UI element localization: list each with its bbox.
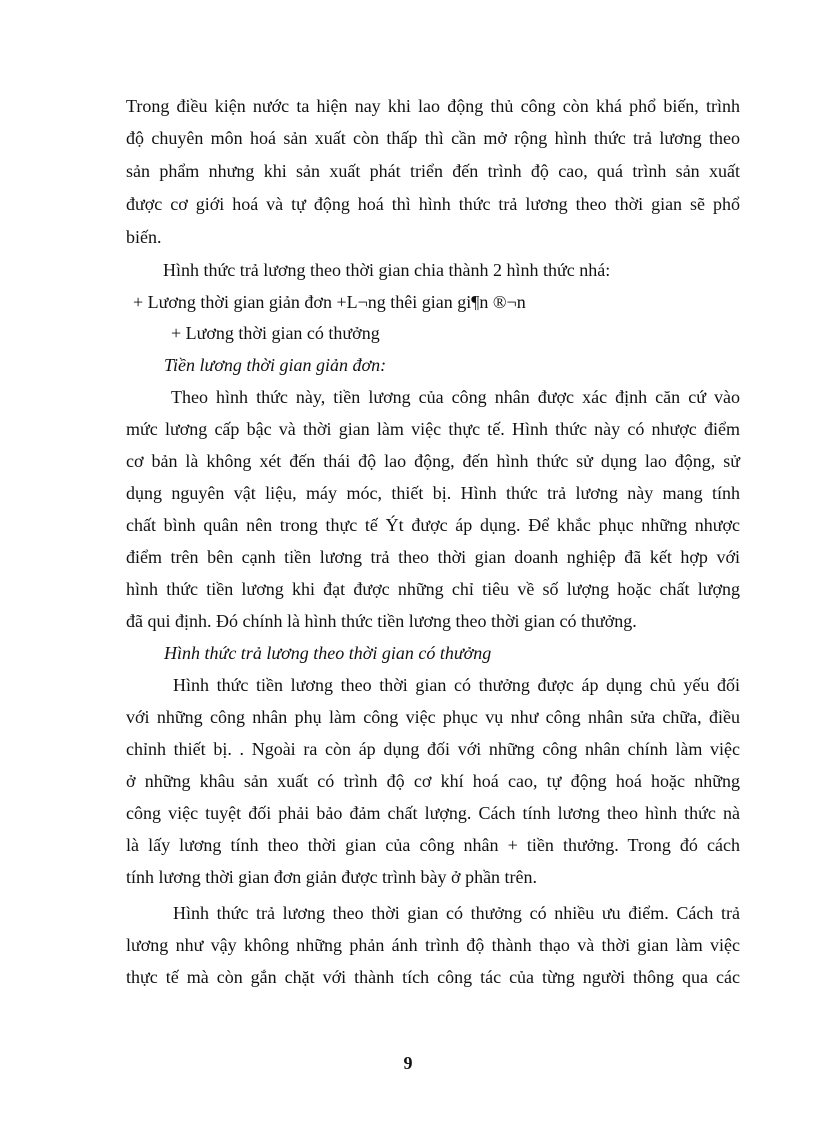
text-line: Hình thức trả lương theo thời gian có thưởng có nhiều ưu điểm. Cách trả [173, 903, 740, 923]
text-line: Trong điều kiện nước ta hiện nay khi lao động thủ công còn khá phổ biến, trình [126, 96, 740, 116]
text-line: tính lương thời gian đơn giản được trình bày ở phần trên. [126, 867, 538, 887]
text-line: thực tế mà còn gắn chặt với thành tích công tác của từng người thông qua các [126, 967, 740, 987]
section-heading: Hình thức trả lương theo thời gian có thưởng [164, 643, 492, 663]
text-line: Hình thức trả lương theo thời gian chia thành 2 hình thức nhá: [163, 260, 611, 280]
text-line: Hình thức tiền lương theo thời gian có thưởng được áp dụng chủ yếu đối [173, 675, 740, 695]
text-line: điểm trên bên cạnh tiền lương trả theo thời gian doanh nghiệp đã kết hợp với [126, 547, 740, 567]
text-line: ở những khâu sản xuất có trình độ cơ khí hoá cao, tự động hoá hoặc những [126, 771, 740, 791]
section-heading: Tiền lương thời gian giản đơn: [164, 355, 387, 375]
text-line: công việc tuyệt đối phải bảo đảm chất lượng. Cách tính lương theo hình thức nà [126, 803, 740, 823]
text-line: đã qui định. Đó chính là hình thức tiền lương theo thời gian có thưởng. [126, 611, 637, 631]
page-number: 9 [403, 1053, 413, 1073]
text-line: độ chuyên môn hoá sản xuất còn thấp thì cần mở rộng hình thức trả lương theo [126, 128, 740, 148]
text-line: Theo hình thức này, tiền lương của công nhân được xác định căn cứ vào [171, 387, 740, 407]
text-line: cơ bản là không xét đến thái độ lao động, đến hình thức sử dụng lao động, sử [126, 451, 740, 471]
text-line: là lấy lương tính theo thời gian của công nhân + tiền thưởng. Trong đó cách [126, 835, 740, 855]
text-line: biến. [126, 227, 162, 247]
text-line: lương như vậy không những phản ánh trình độ thành thạo và thời gian làm việc [126, 935, 740, 955]
list-item: + Lương thời gian giản đơn +L¬ng thêi gian gi¶n ®¬n [133, 292, 526, 312]
text-line: hình thức tiền lương khi đạt được những chỉ tiêu về số lượng hoặc chất lượng [126, 579, 740, 599]
text-line: chất bình quân nên trong thực tế Ýt được áp dụng. Để khắc phục những nhược [126, 515, 740, 535]
text-line: với những công nhân phụ làm công việc phục vụ như công nhân sửa chữa, điều [126, 707, 740, 727]
text-line: sản phẩm nhưng khi sản xuất phát triển đến trình độ cao, quá trình sản xuất [126, 161, 740, 181]
text-line: được cơ giới hoá và tự động hoá thì hình thức trả lương theo thời gian sẽ phổ [126, 194, 740, 214]
text-line: dụng nguyên vật liệu, máy móc, thiết bị. Hình thức trả lương này mang tính [126, 483, 740, 503]
text-line: mức lương cấp bậc và thời gian làm việc thực tế. Hình thức này có nhược điểm [126, 419, 740, 439]
text-line: chỉnh thiết bị. . Ngoài ra còn áp dụng đối với những công nhân chính làm việc [126, 739, 740, 759]
list-item: + Lương thời gian có thưởng [171, 323, 380, 343]
